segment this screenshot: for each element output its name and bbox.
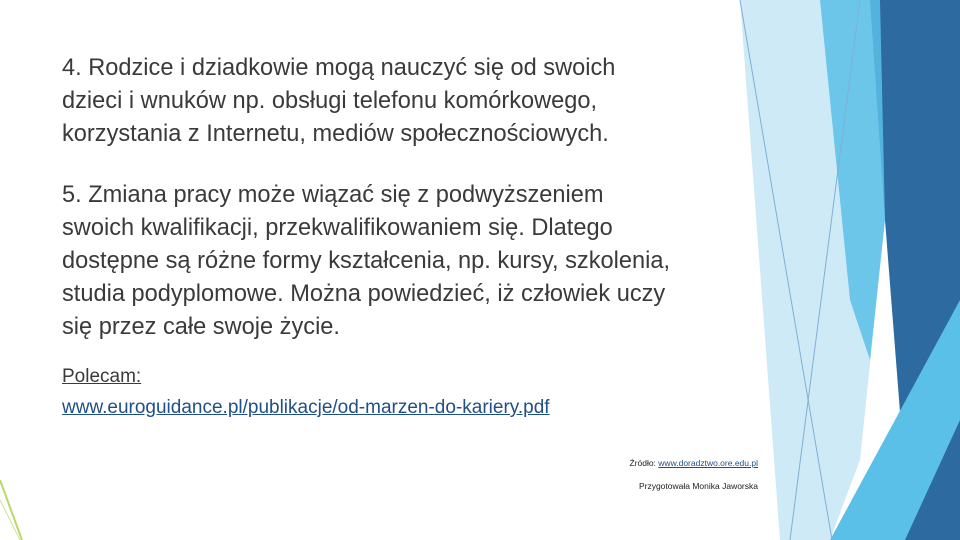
- source-link[interactable]: www.doradztwo.ore.edu.pl: [658, 458, 758, 468]
- paragraph-4: 4. Rodzice i dziadkowie mogą nauczyć się od swoich dzieci i wnuków np. obsługi telefonu komórkowego, korzystania z Internetu, mediów społecznościowych.: [62, 55, 616, 147]
- recommend-link[interactable]: www.euroguidance.pl/publikacje/od-marzen-do-kariery.pdf: [62, 397, 550, 418]
- source-credit: [560, 458, 758, 468]
- author-credit: Przygotowała Monika Jaworska: [638, 481, 758, 491]
- deco-left-triangle: [0, 480, 22, 540]
- recommend-label: Polecam:: [62, 366, 142, 387]
- slide-content: [62, 52, 782, 423]
- source-label: Źródło:: [629, 458, 659, 468]
- paragraph-5: 5. Zmiana pracy może wiązać się z podwyższeniem swoich kwalifikacji, przekwalifikowaniem się. Dlatego dostępne są różne formy kształcenia, np. kursy, szkolenia, studia podyplomowe. Można powiedzieć, iż człowiek uczy się przez całe swoje życie.: [62, 182, 671, 340]
- recommendation: [62, 362, 782, 423]
